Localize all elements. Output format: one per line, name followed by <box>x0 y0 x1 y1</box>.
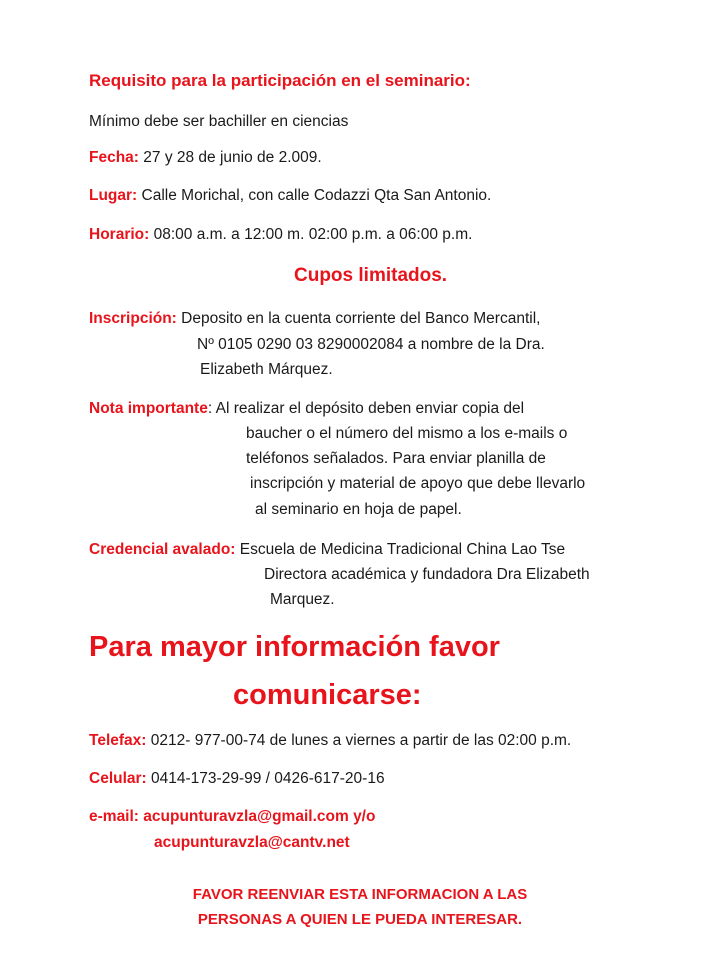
inscripcion-line-2: Nº 0105 0290 03 8290002084 a nombre de la Dra. <box>197 336 545 353</box>
telefax-label: Telefax: <box>89 732 147 749</box>
footer-line-2: PERSONAS A QUIEN LE PUEDA INTERESAR. <box>197 911 523 928</box>
nota-sep: : <box>207 400 213 417</box>
email-link-2[interactable]: acupunturavzla@cantv.net <box>154 834 350 851</box>
nota-label: Nota importante <box>89 400 208 417</box>
celular-row <box>89 769 385 789</box>
requisito-heading: Requisito para la participación en el seminario: <box>89 71 471 90</box>
info-heading-line-2: comunicarse: <box>233 679 422 711</box>
horario-row <box>89 225 472 245</box>
credencial-line-1: Escuela de Medicina Tradicional China Lao Tse <box>239 541 566 558</box>
footer-line-1: FAVOR REENVIAR ESTA INFORMACION A LAS <box>192 886 528 903</box>
lugar-value: Calle Morichal, con calle Codazzi Qta San Antonio. <box>141 187 492 204</box>
inscripcion-line-3: Elizabeth Márquez. <box>200 361 333 378</box>
credencial-row <box>89 540 565 560</box>
lugar-row <box>89 186 491 206</box>
requisito-text: Mínimo debe ser bachiller en ciencias <box>89 113 349 130</box>
horario-value: 08:00 a.m. a 12:00 m. 02:00 p.m. a 06:00 p.m. <box>153 226 473 243</box>
nota-line-5: al seminario en hoja de papel. <box>255 501 462 518</box>
email-sep: y/o <box>353 808 376 825</box>
inscripcion-label: Inscripción: <box>89 310 177 327</box>
credencial-line-3: Marquez. <box>270 591 335 608</box>
info-heading-line-1: Para mayor información favor <box>89 631 500 663</box>
nota-line-1: Al realizar el depósito deben enviar copia del <box>215 400 525 417</box>
inscripcion-line-1: Deposito en la cuenta corriente del Banco Mercantil, <box>181 310 541 327</box>
lugar-label: Lugar: <box>89 187 138 204</box>
inscripcion-row <box>89 309 540 329</box>
fecha-label: Fecha: <box>89 149 139 166</box>
credencial-label: Credencial avalado: <box>89 541 236 558</box>
nota-line-2: baucher o el número del mismo a los e-mails o <box>246 425 568 442</box>
email-link-1[interactable]: acupunturavzla@gmail.com <box>143 808 349 825</box>
fecha-value: 27 y 28 de junio de 2.009. <box>143 149 322 166</box>
nota-line-4: inscripción y material de apoyo que debe llevarlo <box>250 475 586 492</box>
telefax-value: 0212- 977-00-74 de lunes a viernes a partir de las 02:00 p.m. <box>150 732 572 749</box>
celular-label: Celular: <box>89 770 147 787</box>
email-row <box>89 807 375 827</box>
cupos-heading: Cupos limitados. <box>294 265 448 286</box>
nota-line-3: teléfonos señalados. Para enviar planilla de <box>246 450 546 467</box>
telefax-row <box>89 731 571 751</box>
credencial-line-2: Directora académica y fundadora Dra Elizabeth <box>264 566 590 583</box>
fecha-row <box>89 148 322 168</box>
celular-value: 0414-173-29-99 / 0426-617-20-16 <box>151 770 385 787</box>
email-label: e-mail: <box>89 808 139 825</box>
nota-row <box>89 399 524 419</box>
horario-label: Horario: <box>89 226 150 243</box>
